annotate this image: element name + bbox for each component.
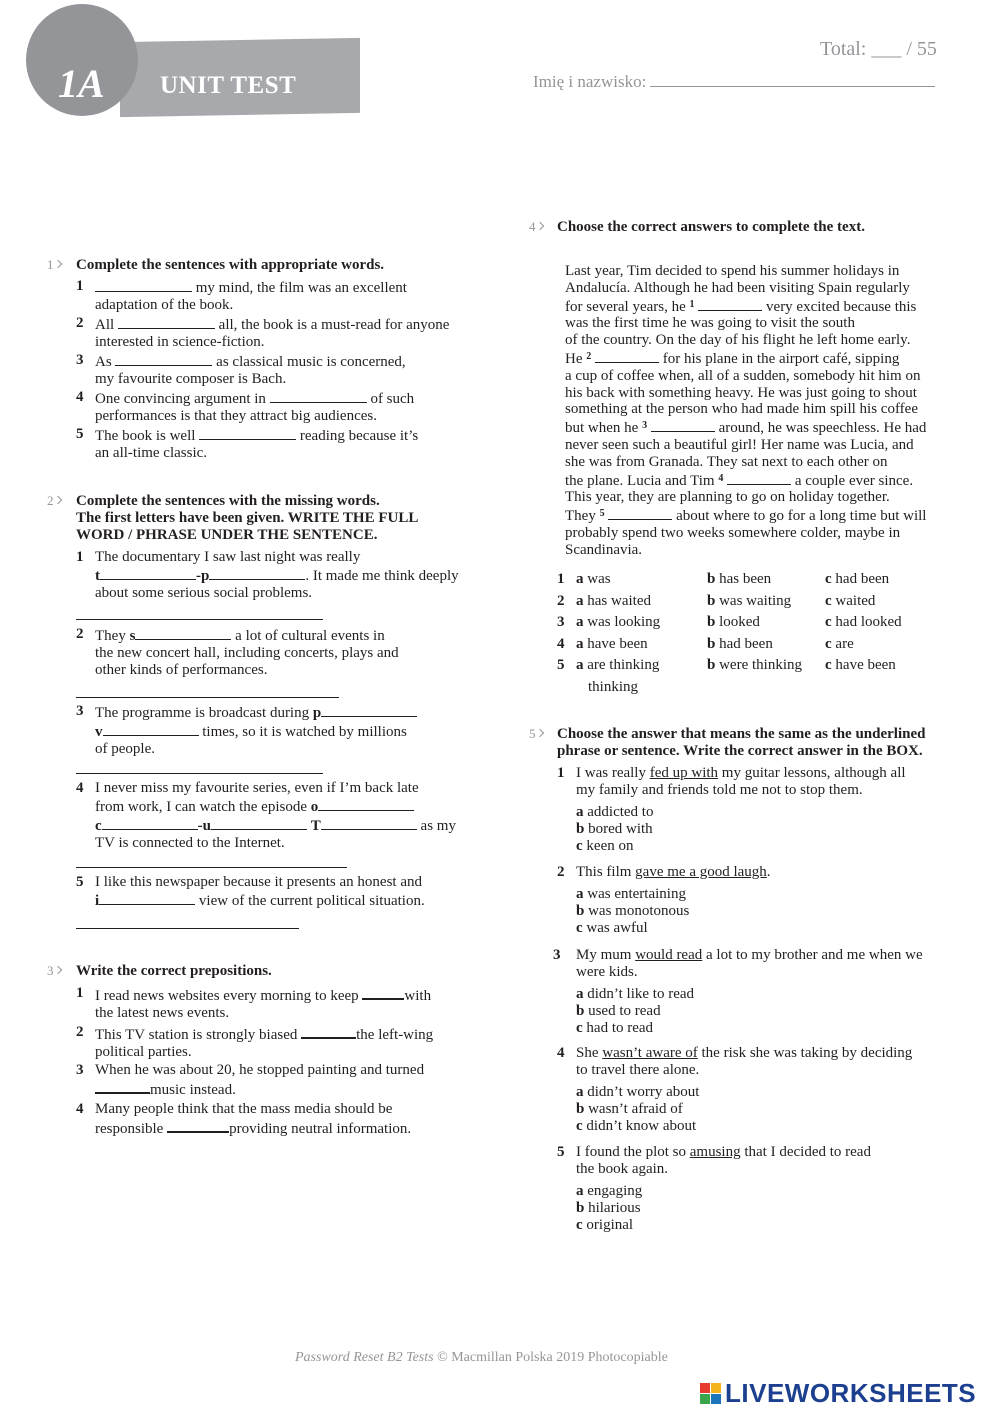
ex3-item-1: 1 I read news websites every morning to keep with the latest news events. [76, 985, 432, 1021]
ex4-option-4b[interactable]: b had been [707, 635, 773, 652]
ex4-option-2b[interactable]: b was waiting [707, 592, 792, 609]
ex4-option-3a[interactable]: a was looking [576, 614, 661, 630]
ex5-item-1: 1 I was really fed up with my guitar lessons, although all my family and friends told me not to stop them. a addicted to b bored with c keen on [557, 765, 977, 855]
ex4-option-1a[interactable]: a was [576, 571, 611, 587]
ex5-option-5c[interactable]: c original [576, 1217, 634, 1233]
ex4-option-3c[interactable]: c had looked [825, 614, 902, 630]
ex1-gap-1[interactable] [95, 278, 192, 292]
ex3-item-4: 4 Many people think that the mass media should be responsible providing neutral information. [76, 1101, 412, 1137]
ex4-option-5a[interactable]: a are thinking [576, 657, 660, 673]
ex4-option-row-4: 4 a have been b had been c are [557, 635, 854, 652]
ex5-option-3a[interactable]: a didn’t like to read [576, 986, 695, 1002]
ex3-title: Write the correct prepositions. [76, 963, 272, 979]
ex4-gap-4[interactable] [727, 471, 791, 485]
ex4-option-row-3: 3 a was looking b looked c had looked [557, 614, 902, 630]
ex5-option-2c[interactable]: c was awful [576, 920, 648, 936]
ex2-gap-3b[interactable] [103, 722, 199, 736]
ex4-option-1b[interactable]: b has been [707, 571, 772, 587]
ex1-gap-3[interactable] [115, 352, 212, 366]
ex2-number: 2 [47, 492, 61, 510]
ex5-option-1a[interactable]: a addicted to [576, 804, 654, 820]
ex2-gap-2[interactable] [135, 626, 231, 640]
ex1-gap-4[interactable] [270, 389, 367, 403]
ex4-option-row-5: 5 a are thinking b were thinking c have been [557, 657, 896, 673]
ex2-item-3: 3 The programme is broadcast during p v times, so it is watched by millions of people. [76, 703, 496, 758]
ex2-gap-5[interactable] [99, 891, 195, 905]
ex4-option-4a[interactable]: a have been [576, 635, 648, 652]
ex2-item-5: 5 I like this newspaper because it presents an honest and i view of the current political situation. [76, 874, 425, 909]
ex5-option-2b[interactable]: b was monotonous [576, 903, 690, 919]
ex2-gap-1a[interactable] [100, 566, 196, 580]
ex3-gap-3[interactable] [95, 1079, 150, 1094]
ex1-item-3: 3 As as classical music is concerned, my favourite composer is Bach. [76, 352, 406, 387]
footer-copyright: Password Reset B2 Tests © Macmillan Polska 2019 Photocopiable [295, 1350, 668, 1365]
ex5-item-3: 3 My mum would read a lot to my brother and me when we were kids. a didn’t like to read b used to read c had to read [553, 947, 973, 1037]
ex4-gap-1[interactable] [698, 297, 762, 311]
ex4-option-4c[interactable]: c are [825, 635, 854, 652]
ex5-option-2a[interactable]: a was entertaining [576, 886, 686, 902]
ex3-gap-2[interactable] [301, 1024, 356, 1039]
ex4-option-row-5-cont [557, 679, 957, 701]
ex5-option-3b[interactable]: b used to read [576, 1003, 661, 1019]
ex1-item-5: 5 The book is well reading because it’s an all-time classic. [76, 426, 419, 461]
total-score: Total: ___ / 55 [820, 38, 937, 60]
ex5-item-5: 5 I found the plot so amusing that I decided to read the book again. a engaging b hilarious c original [557, 1144, 977, 1234]
ex3-item-2: 2 This TV station is strongly biased the left-wing political parties. [76, 1024, 434, 1060]
ex2-item-4: 4 I never miss my favourite series, even if I’m back late from work, I can watch the episode o c -u T as my TV is connected to the Internet. [76, 780, 456, 851]
ex1-gap-5[interactable] [199, 426, 296, 440]
ex2-gap-4b[interactable] [102, 816, 198, 830]
ex1-gap-2[interactable] [118, 315, 215, 329]
ex5-option-1b[interactable]: b bored with [576, 821, 653, 837]
ex5-option-4b[interactable]: b wasn’t afraid of [576, 1101, 683, 1117]
ex1-number: 1 [47, 256, 61, 274]
liveworksheets-brand: LIVEWORKSHEETS [700, 1378, 976, 1409]
ex4-option-5c[interactable]: c have been [825, 657, 896, 673]
ex2-answer-line-3[interactable] [76, 773, 323, 774]
ex1-item-2: 2 All all, the book is a must-read for anyone interested in science-fiction. [76, 315, 450, 350]
ex4-option-row-2: 2 a has waited b was waiting c waited [557, 592, 876, 609]
ex5-option-3c[interactable]: c had to read [576, 1020, 654, 1036]
ex2-gap-4d[interactable] [321, 816, 417, 830]
ex3-gap-1[interactable] [362, 985, 404, 1000]
ex4-option-2a[interactable]: a has waited [576, 592, 651, 609]
ex2-item-2: 2 They s a lot of cultural events in the new concert hall, including concerts, plays and other kinds of performances. [76, 626, 399, 678]
ex4-gap-3[interactable] [651, 418, 715, 432]
ex5-number: 5 [529, 725, 543, 743]
ex4-option-5b[interactable]: b were thinking [707, 657, 802, 673]
ex2-item-1: 1 The documentary I saw last night was really t -p . It made me think deeply about some serious social problems. [76, 549, 459, 601]
ex5-item-2: 2 This film gave me a good laugh. a was entertaining b was monotonous c was awful [557, 864, 977, 937]
ex4-option-5c-continued: thinking [588, 678, 639, 695]
ex2-answer-line-4[interactable] [76, 867, 347, 868]
ex4-options [557, 571, 957, 700]
ex5-option-5b[interactable]: b hilarious [576, 1200, 641, 1216]
ex2-gap-4a[interactable] [318, 797, 414, 811]
ex3-number: 3 [47, 962, 61, 980]
ex4-text: Last year, Tim decided to spend his summer holidays in Andalucía. Although he had been visiting Spain regularly for several years, he $^1$ very excited because this was the first time he was going to visit the south of the country. On the day of his flight he left home early. He $^2$ for his plane in the airport café, sipping a cup of coffee when, all of a sudden, somebody hit him on his back with something heavy. He was just going to shout something at the person who had made him spill his coffee but when he $^3$ around, he was speechless. He had never seen such a beautiful girl! Her name was Lucia, and she was from Granada. They sat next to each other on the plane. Lucia and Tim $^4$ a couple ever since. This year, they are planning to go on holiday together. They $^5$ about where to go for a long time but will probably spend two weeks somewhere colder, maybe in Scandinavia. [565, 263, 927, 558]
ex3-gap-4[interactable] [167, 1118, 229, 1133]
ex5-option-4c[interactable]: c didn’t know about [576, 1118, 697, 1134]
ex4-title: Choose the correct answers to complete the text. [557, 219, 865, 235]
ex4-number: 4 [529, 218, 543, 236]
ex1-item-4: 4 One convincing argument in of such performances is that they attract big audiences. [76, 389, 415, 424]
ex1-title: Complete the sentences with appropriate words. [76, 257, 385, 273]
ex5-option-5a[interactable]: a engaging [576, 1183, 643, 1199]
unit-title: UNIT TEST [160, 72, 297, 99]
ex4-option-2c[interactable]: c waited [825, 592, 876, 609]
name-field [533, 72, 935, 92]
ex3-item-3: 3 When he was about 20, he stopped painting and turned music instead. [76, 1062, 425, 1098]
liveworksheets-logo-icon [700, 1383, 722, 1405]
unit-number: 1A [58, 61, 105, 106]
ex2-gap-3a[interactable] [321, 703, 417, 717]
ex4-gap-2[interactable] [595, 349, 659, 363]
ex4-option-1c[interactable]: c had been [825, 571, 890, 587]
ex4-option-row-1: 1 a was b has been c had been [557, 571, 890, 587]
ex5-option-1c[interactable]: c keen on [576, 838, 634, 854]
ex5-item-4: 4 She wasn’t aware of the risk she was taking by deciding to travel there alone. a didn’t worry about b wasn’t afraid of c didn’t know about [557, 1045, 977, 1135]
ex1-item-1: 1 my mind, the film was an excellent adaptation of the book. [76, 278, 407, 313]
name-label: Imię i nazwisko: [533, 72, 647, 91]
ex2-gap-1b[interactable] [209, 566, 305, 580]
ex2-gap-4c[interactable] [211, 816, 307, 830]
ex4-gap-5[interactable] [608, 506, 672, 520]
ex2-answer-line-1[interactable] [76, 619, 323, 620]
name-input-line[interactable] [650, 72, 935, 87]
ex4-option-3b[interactable]: b looked [707, 614, 760, 630]
ex2-answer-line-5[interactable] [76, 928, 299, 929]
ex2-answer-line-2[interactable] [76, 697, 339, 698]
ex5-title: Choose the answer that means the same as the underlined phrase or sentence. Write the correct answer in the BOX. [557, 726, 926, 759]
ex2-title: Complete the sentences with the missing words. The first letters have been given. WRITE THE FULL WORD / PHRASE UNDER THE SENTENCE. [76, 493, 419, 543]
ex5-option-4a[interactable]: a didn’t worry about [576, 1084, 700, 1100]
